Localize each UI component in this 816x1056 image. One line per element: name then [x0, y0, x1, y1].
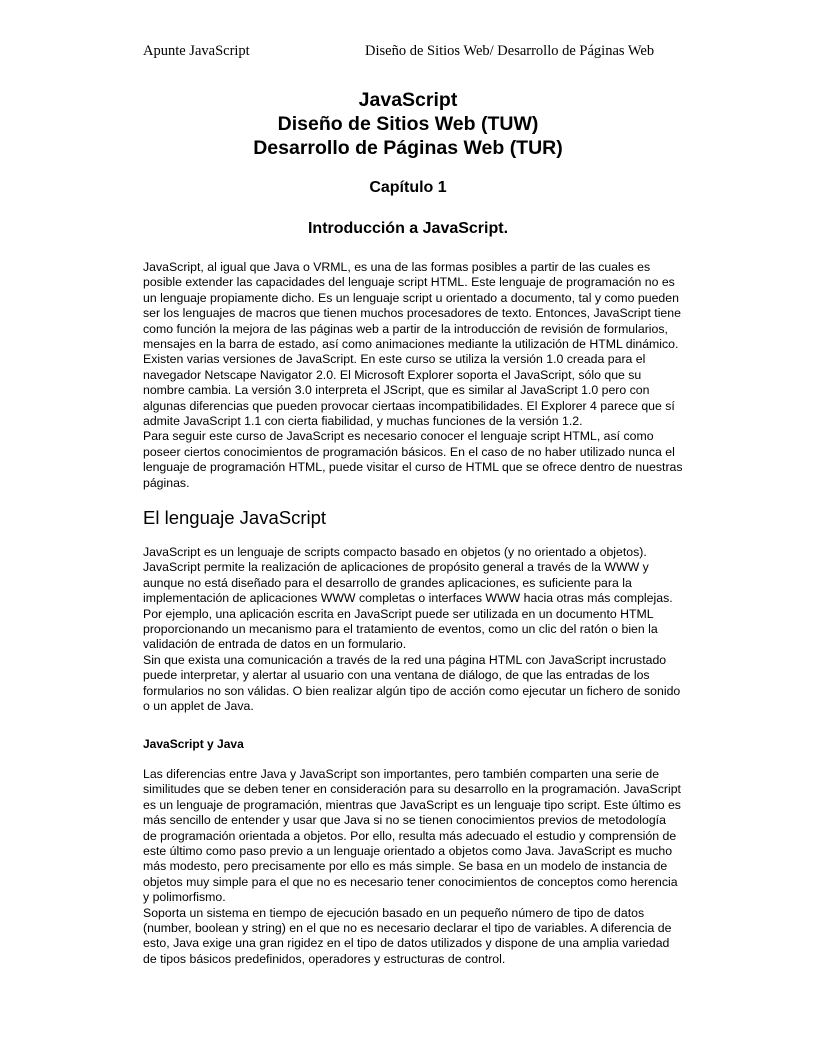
page-header-left: Apunte JavaScript: [143, 43, 250, 59]
document-subtitle-tur: Desarrollo de Páginas Web (TUR): [253, 137, 563, 159]
section-heading-lenguaje: El lenguaje JavaScript: [143, 507, 327, 528]
intro-heading: Introducción a JavaScript.: [307, 220, 509, 237]
java-section: [143, 767, 683, 967]
document-subtitle-tuw: Diseño de Sitios Web (TUW): [277, 113, 539, 135]
paragraph: Sin que exista una comunicación a través de la red una página HTML con JavaScript incrustado puede interpretar, y alertar al usuario con una ventana de diálogo, de que las entradas de los formularios no son válidas. O bien realizar algún tipo de acción como ejecutar un fichero de sonido o un applet de Java.: [143, 652, 681, 714]
document-title-block: [0, 88, 816, 160]
paragraph: Por ejemplo, una aplicación escrita en JavaScript puede ser utilizada en un documento HTML proporcionando un mecanismo para el tratamiento de eventos, como un clic del ratón o bien la validación de entrada de datos en un formulario.: [143, 606, 658, 652]
subsection-heading-java: JavaScript y Java: [143, 737, 244, 751]
lenguaje-section: [143, 545, 683, 714]
document-title: JavaScript: [358, 89, 458, 111]
paragraph: Soporta un sistema en tiempo de ejecución basado en un pequeño número de tipo de datos (number, boolean y string) en el que no es necesario declarar el tipo de variables. A diferencia de esto, Java exige una gran rigidez en el tipo de datos utilizados y dispone de una amplia variedad de tipos básicos predefinidos, operadores y estructuras de control.: [143, 905, 672, 966]
page-header-right: Diseño de Sitios Web/ Desarrollo de Páginas Web: [365, 43, 655, 59]
paragraph: Las diferencias entre Java y JavaScript son importantes, pero también comparten una serie de similitudes que se deben tener en consideración para su desarrollo en la programación. JavaScript es un lenguaje de programación, mientras que JavaScript es un lenguaje tipo script. Este último es más sencillo de entender y usar que Java si no se tienen conocimientos previos de metodología de programación orientada a objetos. Por ello, resulta más adecuado el estudio y comprensión de este último como paso previo a un lenguaje orientado a objetos como Java. JavaScript es mucho más modesto, pero precisamente por ello es más simple. Se basa en un modelo de instancia de objetos muy simple para el que no es necesario tener conocimientos de conceptos como herencia y polimorfismo.: [143, 767, 681, 905]
paragraph: JavaScript es un lenguaje de scripts compacto basado en objetos (y no orientado a objetos). JavaScript permite la realización de aplicaciones de propósito general a través de la WWW y aunque no está diseñado para el desarrollo de grandes aplicaciones, es suficiente para la implementación de aplicaciones WWW completas o interfaces WWW hacia otras más complejas.: [143, 545, 673, 606]
chapter-heading: Capítulo 1: [369, 179, 447, 196]
paragraph: Existen varias versiones de JavaScript. En este curso se utiliza la versión 1.0 creada para el navegador Netscape Navigator 2.0. El Microsoft Explorer soporta el JavaScript, sólo que su nombre cambia. La versión 3.0 interpreta el JScript, que es similar al JavaScript 1.0 pero con algunas diferencias que pueden provocar ciertaas incompatibilidades. El Explorer 4 parece que sí admite JavaScript 1.1 con cierta fiabilidad, y muchas funciones de la versión 1.2.: [143, 352, 675, 429]
paragraph: JavaScript, al igual que Java o VRML, es una de las formas posibles a partir de las cuales es posible extender las capacidades del lenguaje script HTML. Este lenguaje de programación no es un lenguaje propiamente dicho. Es un lenguaje script u orientado a documento, tal y como pueden ser los lenguajes de macros que tienen muchos procesadores de texto. Entonces, JavaScript tiene como función la mejora de las páginas web a partir de la introducción de revisión de formularios, mensajes en la barra de estado, así como animaciones mediante la utilización de HTML dinámico.: [143, 260, 681, 352]
paragraph: Para seguir este curso de JavaScript es necesario conocer el lenguaje script HTML, así como poseer ciertos conocimientos de programación básicos. En el caso de no haber utilizado nunca el lenguaje de programación HTML, puede visitar el curso de HTML que se ofrece dentro de nuestras páginas.: [143, 429, 683, 490]
intro-section: [143, 260, 683, 491]
